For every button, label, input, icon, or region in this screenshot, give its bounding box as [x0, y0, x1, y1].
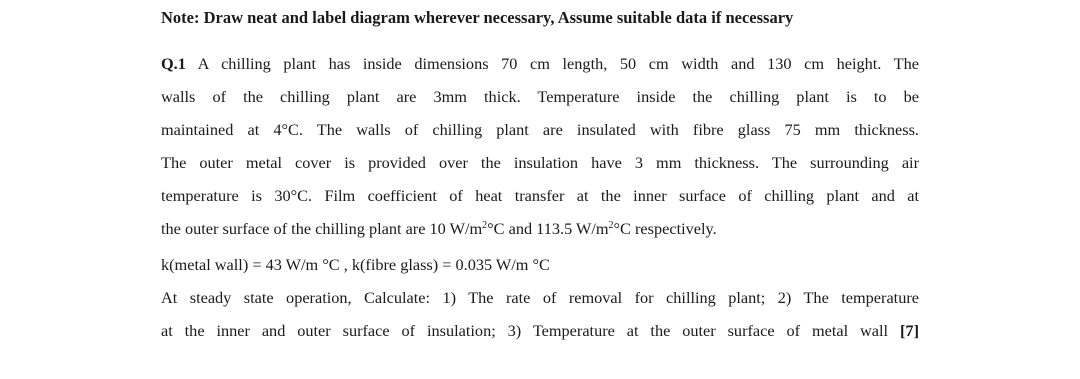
- question-line-3: maintained at 4°C. The walls of chilling plant are insulated with fibre glass 75 mm thickness.: [161, 120, 919, 139]
- question-text-6b: °C and 113.5 W/m: [487, 219, 609, 238]
- question-line-8: At steady state operation, Calculate: 1) The rate of removal for chilling plant; 2) The temperature: [161, 288, 919, 307]
- note-heading: Note: Draw neat and label diagram wherever necessary, Assume suitable data if necessary: [161, 8, 794, 27]
- superscript-2b: 2: [608, 220, 614, 231]
- question-line-2: walls of the chilling plant are 3mm thick. Temperature inside the chilling plant is to be: [161, 87, 919, 106]
- question-line-7: k(metal wall) = 43 W/m °C , k(fibre glass) = 0.035 W/m °C: [161, 255, 550, 274]
- question-line-4: The outer metal cover is provided over the insulation have 3 mm thickness. The surrounding air: [161, 153, 919, 172]
- superscript-2a: 2: [482, 220, 488, 231]
- marks-label: [7]: [900, 321, 919, 340]
- question-text-1: A chilling plant has inside dimensions 70 cm length, 50 cm width and 130 cm height. The: [197, 54, 919, 73]
- question-text-9: at the inner and outer surface of insulation; 3) Temperature at the outer surface of metal wall: [161, 321, 889, 340]
- question-line-9: [161, 321, 919, 341]
- question-line-5: temperature is 30°C. Film coefficient of heat transfer at the inner surface of chilling plant and at: [161, 186, 919, 205]
- question-text-6a: the outer surface of the chilling plant are 10 W/m: [161, 219, 483, 238]
- question-number: Q.1: [161, 54, 186, 73]
- question-line-1: [161, 54, 919, 74]
- question-text-6c: °C respectively.: [613, 219, 717, 238]
- question-line-6: [161, 219, 717, 239]
